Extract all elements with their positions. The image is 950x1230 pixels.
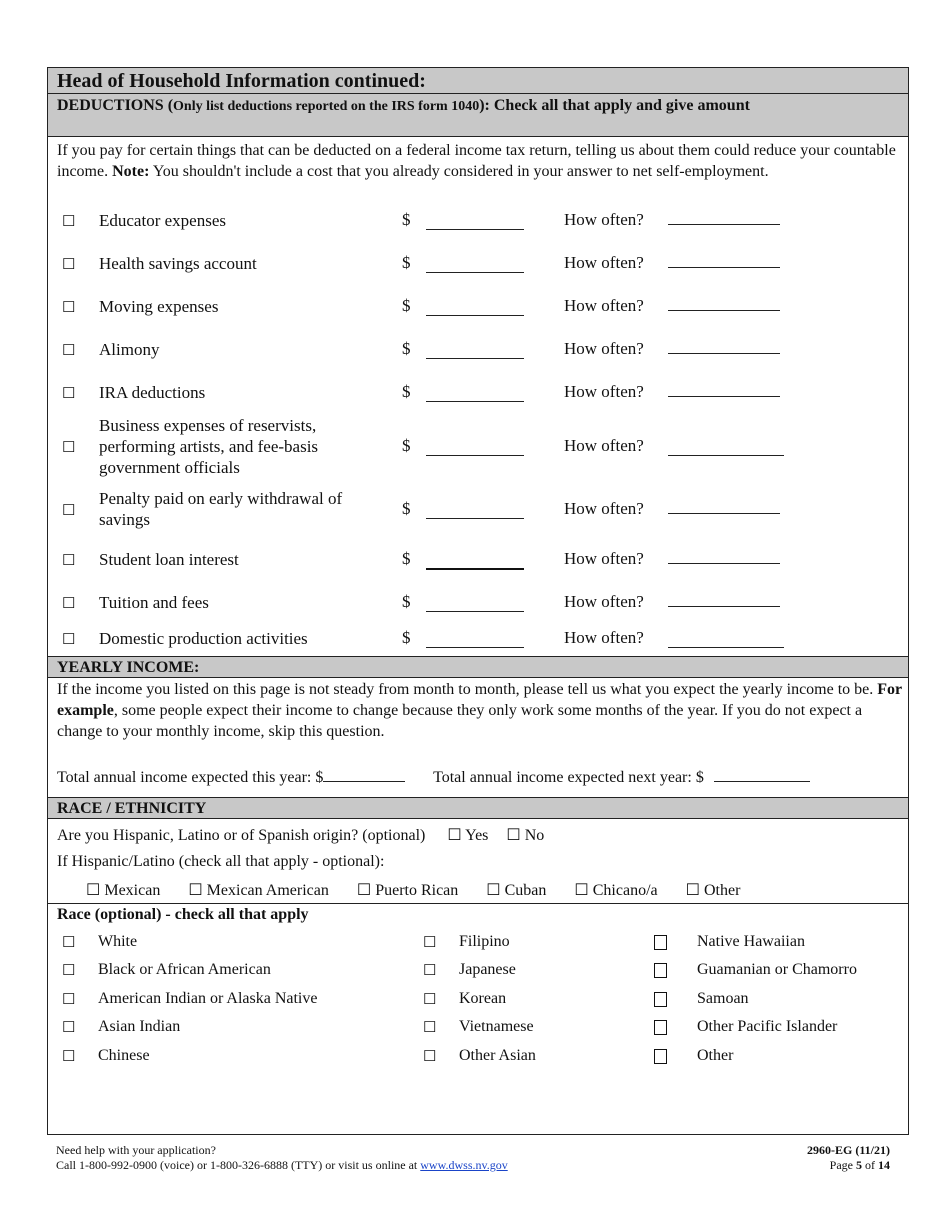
form-frame: Head of Household Information continued: DEDUCTIONS (Only list deductions reported on the IRS form 1040): Check all that apply and give amount If you pay for certain things that can be deducted on a federal income tax return, telling us about them could reduce your countable income. Note: You shouldn't include a cost that you already considered in your answer to net self-employment. ☐ Educator expenses $ How often? ☐ Health savings account $ How often? ☐ Moving expenses $ How often? ☐ Alimony $ How often? ☐ IRA deductions $ How often? ☐ Business expenses of reservists, performing artists, and fee-basis government officials $ How often? ☐ Penalty paid on early withdrawal of savings $ How often? ☐ Student loan interest $ How often? ☐ Tuition and fees $ How often? ☐ Domestic production activities $ How often? YEARLY INCOME: If the income you listed on this page is not steady from month to month, please tell us what you expect the yearly income to be. For example, some people expect their income to change because they only work some months of the year. If you do not expect a change to your monthly income, skip this question. Total annual income expected this year: $ Total annual income expected next year: $ RACE / ETHNICITY Are you Hispanic, Latino or of Spanish origin? (optional) ☐ Yes ☐ No If Hispanic/Latino (check all that apply - optional): ☐ Mexican ☐ Mexican American ☐ Puerto Rican ☐ Cuban ☐ Chicano/a ☐ Other Race (optional) - check all that apply ☐ White ☐ Black or African American ☐ American Indian or Alaska Native ☐ Asian Indian ☐ Chinese ☐ Filipino ☐ Japanese ☐ Korean ☐ Vietnamese ☐ Other Asian Native Hawaiian Guamanian or Chamorro Samoan Other Pacific Islander Other: [47, 67, 909, 1135]
no-checkbox[interactable]: ☐: [506, 827, 521, 844]
next-year-income-field[interactable]: [714, 765, 810, 782]
checkbox[interactable]: [654, 1020, 667, 1035]
how-often-field[interactable]: [668, 382, 780, 397]
how-often-field[interactable]: [668, 210, 780, 225]
hispanic-subquestion: If Hispanic/Latino (check all that apply - optional):: [57, 853, 385, 870]
footer-help: Need help with your application? Call 1-800-992-0900 (voice) or 1-800-326-6888 (TTY) or visit us online at www.dwss.nv.gov: [56, 1143, 508, 1172]
amount-field[interactable]: [426, 549, 524, 570]
section-title: Head of Household Information continued:: [48, 68, 908, 94]
checkbox[interactable]: ☐: [423, 1049, 437, 1065]
checkbox[interactable]: ☐: [423, 992, 437, 1008]
amount-field[interactable]: [426, 436, 524, 456]
amount-field[interactable]: [426, 296, 524, 316]
amount-field[interactable]: [426, 339, 524, 359]
deductions-intro: If you pay for certain things that can be deducted on a federal income tax return, telling us about them could reduce your countable income. Note: You shouldn't include a cost that you already considered in your answer to net self-employment.: [57, 142, 896, 180]
checkbox[interactable]: ☐: [62, 257, 76, 273]
amount-field[interactable]: [426, 499, 524, 519]
checkbox[interactable]: ☐: [188, 882, 203, 899]
checkbox[interactable]: [654, 935, 667, 950]
checkbox[interactable]: ☐: [423, 963, 437, 979]
checkbox[interactable]: ☐: [62, 992, 76, 1008]
checkbox[interactable]: ☐: [423, 935, 437, 951]
amount-field[interactable]: [426, 592, 524, 612]
race-heading: Race (optional) - check all that apply: [57, 906, 309, 923]
race-ethnicity-heading: RACE / ETHNICITY: [48, 797, 908, 819]
checkbox[interactable]: ☐: [62, 503, 76, 519]
footer-page-info: [807, 1143, 890, 1173]
checkbox[interactable]: ☐: [62, 1049, 76, 1065]
amount-field[interactable]: [426, 382, 524, 402]
checkbox[interactable]: ☐: [62, 386, 76, 402]
divider: [48, 903, 908, 904]
how-often-field[interactable]: [668, 592, 780, 607]
checkbox[interactable]: ☐: [62, 553, 76, 569]
page-number: Page 5 of 14: [829, 1158, 890, 1172]
website-link[interactable]: www.dwss.nv.gov: [420, 1158, 508, 1172]
form-id: 2960-EG (11/21): [807, 1143, 890, 1157]
checkbox[interactable]: ☐: [62, 632, 76, 648]
checkbox[interactable]: ☐: [62, 440, 76, 456]
checkbox[interactable]: ☐: [86, 882, 101, 899]
checkbox[interactable]: ☐: [486, 882, 501, 899]
how-often-field[interactable]: [668, 339, 780, 354]
yes-checkbox[interactable]: ☐: [447, 827, 462, 844]
how-often-field[interactable]: [668, 628, 784, 648]
yearly-income-text: If the income you listed on this page is not steady from month to month, please tell us what you expect the yearly income to be. For example, some people expect their income to change because they only work some months of the year. If you do not expect a change to your monthly income, skip this question.: [57, 681, 902, 740]
checkbox[interactable]: ☐: [62, 343, 76, 359]
checkbox[interactable]: ☐: [62, 963, 76, 979]
checkbox[interactable]: ☐: [62, 300, 76, 316]
hispanic-origin-options: ☐ Mexican ☐ Mexican American ☐ Puerto Rican ☐ Cuban ☐ Chicano/a ☐ Other: [86, 882, 741, 899]
how-often-field[interactable]: [668, 499, 780, 514]
annual-income-totals: Total annual income expected this year: $ Total annual income expected next year: $: [57, 765, 907, 787]
amount-field[interactable]: [426, 210, 524, 230]
how-often-field[interactable]: [668, 296, 780, 311]
checkbox[interactable]: [654, 992, 667, 1007]
checkbox[interactable]: ☐: [62, 935, 76, 951]
yearly-income-heading: YEARLY INCOME:: [48, 656, 908, 678]
checkbox[interactable]: ☐: [62, 596, 76, 612]
checkbox[interactable]: [654, 1049, 667, 1064]
checkbox[interactable]: ☐: [574, 882, 589, 899]
checkbox[interactable]: ☐: [62, 1020, 76, 1036]
checkbox[interactable]: ☐: [356, 882, 372, 899]
hispanic-question: Are you Hispanic, Latino or of Spanish origin? (optional) ☐ Yes ☐ No: [57, 827, 545, 844]
amount-field[interactable]: [426, 253, 524, 273]
how-often-field[interactable]: [668, 436, 784, 456]
this-year-income-field[interactable]: [323, 765, 405, 782]
checkbox[interactable]: ☐: [423, 1020, 437, 1036]
how-often-field[interactable]: [668, 253, 780, 268]
amount-field[interactable]: [426, 628, 524, 648]
deductions-heading: DEDUCTIONS (Only list deductions reported on the IRS form 1040): Check all that apply and give amount: [48, 94, 908, 137]
checkbox[interactable]: ☐: [62, 214, 76, 230]
checkbox[interactable]: [654, 963, 667, 978]
checkbox[interactable]: ☐: [685, 882, 700, 899]
how-often-field[interactable]: [668, 549, 780, 564]
